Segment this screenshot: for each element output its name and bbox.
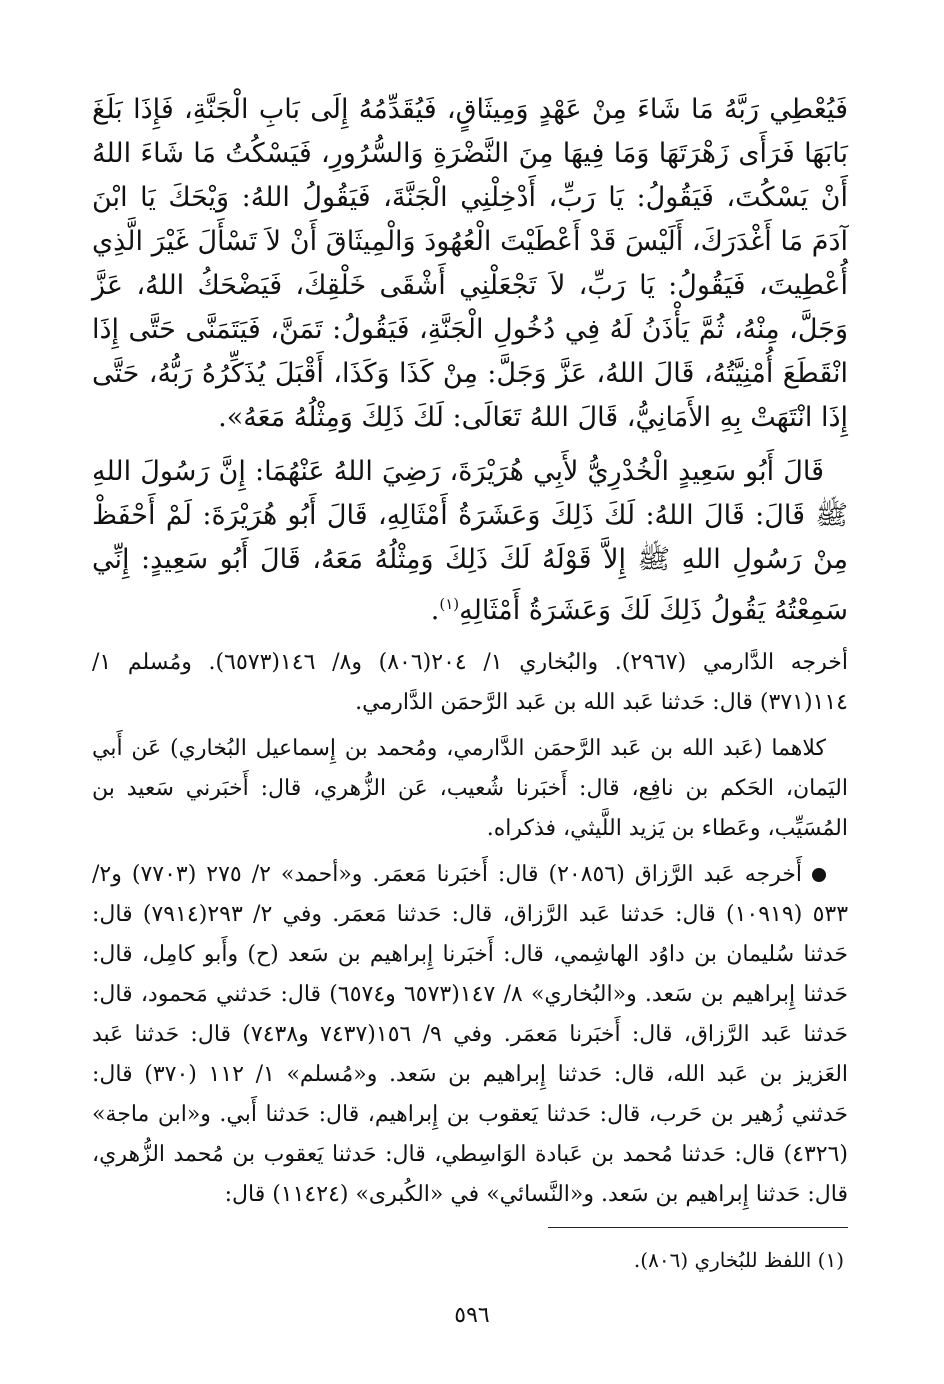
hadith-paragraph-1: فَيُعْطِي رَبَّهُ مَا شَاءَ مِنْ عَهْدٍ وَمِيثَاقٍ، فَيُقَدِّمُهُ إِلَى بَابِ الْجَنَّةِ، فَإِذَا بَلَغَ بَابَهَا فَرَأَى زَهْرَتَهَا وَمَا فِيهَا مِنَ النَّضْرَةِ وَالسُّرُورِ، فَيَسْكُتُ مَا شَاءَ اللهُ أَنْ يَسْكُتَ، فَيَقُولُ: يَا رَبِّ، أَدْخِلْنِي الْجَنَّةَ، فَيَقُولُ اللهُ: وَيْحَكَ يَا ابْنَ آدَمَ مَا أَغْدَرَكَ، أَلَيْسَ قَدْ أَعْطَيْتَ الْعُهُودَ وَالْمِيثَاقَ أَنْ لاَ تَسْأَلَ غَيْرَ الَّذِي أُعْطِيتَ، فَيَقُولُ: يَا رَبِّ، لاَ تَجْعَلْنِي أَشْقَى خَلْقِكَ، فَيَضْحَكُ اللهُ، عَزَّ وَجَلَّ، مِنْهُ، ثُمَّ يَأْذَنُ لَهُ فِي دُخُولِ الْجَنَّةِ، فَيَقُولُ: تَمَنَّ، فَيَتَمَنَّى حَتَّى إِذَا انْقَطَعَ أُمْنِيَّتُهُ، قَالَ اللهُ، عَزَّ وَجَلَّ: مِنْ كَذَا وَكَذَا، أَقْبَلَ يُذَكِّرُهُ رَبُّهُ، حَتَّى إِذَا انْتَهَتْ بِهِ الأَمَانِيُّ، قَالَ اللهُ تَعَالَى: لَكَ ذَلِكَ وَمِثْلُهُ مَعَهُ».	[92, 94, 848, 433]
takhrij-paragraph-1: أخرجه الدَّارمي (٢٩٦٧). والبُخاري ١/ ٢٠٤(٨٠٦) و٨/ ١٤٦(٦٥٧٣). ومُسلم ١/ ١١٤(٣٧١) قال: حَدثنا عَبد الله بن عَبد الرَّحمَن الدَّارمي.	[92, 650, 849, 715]
bullet-icon	[812, 868, 826, 882]
footnote: (١) اللفظ للبُخاري (٨٠٦).	[633, 1248, 844, 1272]
hadith-paragraph-2: قَالَ أَبُو سَعِيدٍ الْخُدْرِيُّ لأَبِي هُرَيْرَةَ، رَضِيَ اللهُ عَنْهُمَا: إِنَّ رَسُولَ اللهِ ﷺ قَالَ: قَالَ اللهُ: لَكَ ذَلِكَ وَعَشَرَةُ أَمْثَالِهِ، قَالَ أَبُو هُرَيْرَةَ: لَمْ أَحْفَظْ مِنْ رَسُولِ اللهِ ﷺ إِلاَّ قَوْلَهُ لَكَ ذَلِكَ وَمِثْلُهُ مَعَهُ، قَالَ أَبُو سَعِيدٍ: إِنِّي سَمِعْتُهُ يَقُولُ ذَلِكَ لَكَ وَعَشَرَةُ أَمْثَالِهِ$^{(١)}$.	[92, 456, 848, 626]
footnote-marker: (١)	[439, 595, 460, 613]
hadith-paragraph-2-text: قَالَ أَبُو سَعِيدٍ الْخُدْرِيُّ لأَبِي هُرَيْرَةَ، رَضِيَ اللهُ عَنْهُمَا: إِنَّ رَسُولَ اللهِ ﷺ قَالَ: قَالَ اللهُ: لَكَ ذَلِكَ وَعَشَرَةُ أَمْثَالِهِ، قَالَ أَبُو هُرَيْرَةَ: لَمْ أَحْفَظْ مِنْ رَسُولِ اللهِ ﷺ إِلاَّ قَوْلَهُ لَكَ ذَلِكَ وَمِثْلُهُ مَعَهُ، قَالَ أَبُو سَعِيدٍ: إِنِّي سَمِعْتُهُ يَقُولُ ذَلِكَ لَكَ وَعَشَرَةُ أَمْثَالِهِ	[92, 456, 848, 626]
takhrij-section	[92, 643, 848, 1215]
takhrij-paragraph-3	[92, 855, 848, 1215]
takhrij-paragraph-2: كلاهما (عَبد الله بن عَبد الرَّحمَن الدَّارمي، ومُحمد بن إِسماعيل البُخاري) عَن أَبي اليَمان، الحَكم بن نافِع، قال: أَخبَرنا شُعيب، عَن الزُّهري، قال: أَخبَرني سَعيد بن المُسَيِّب، وعَطاء بن يَزيد اللَّيثي، فذكراه.	[92, 736, 848, 841]
page-body	[92, 88, 848, 1384]
page-number: ٥٩٦	[454, 1303, 490, 1328]
footnote-divider	[548, 1227, 848, 1228]
hadith-text	[92, 88, 848, 633]
takhrij-paragraph-3-text: أَخرجه عَبد الرَّزاق (٢٠٨٥٦) قال: أَخبَرنا مَعمَر. و«أحمد» ٢/ ٢٧٥ (٧٧٠٣) و٢/ ٥٣٣ (١٠٩١٩) قال: حَدثنا عَبد الرَّزاق، قال: حَدثنا مَعمَر. وفي ٢/ ٢٩٣(٧٩١٤) قال: حَدثنا سُليمان بن داوُد الهاشِمي، قال: أَخبَرنا إِبراهيم بن سَعد (ح) وأَبو كامِل، قال: حَدثنا إِبراهيم بن سَعد. و«البُخاري» ٨/ ١٤٧(٦٥٧٣ و٦٥٧٤) قال: حَدثني مَحمود، قال: حَدثنا عَبد الرَّزاق، قال: أَخبَرنا مَعمَر. وفي ٩/ ١٥٦(٧٤٣٧ و٧٤٣٨) قال: حَدثنا عَبد العَزيز بن عَبد الله، قال: حَدثنا إِبراهيم بن سَعد. و«مُسلم» ١/ ١١٢ (٣٧٠) قال: حَدثني زُهير بن حَرب، قال: حَدثنا يَعقوب بن إِبراهيم، قال: حَدثنا أَبي. و«ابن ماجة» (٤٣٢٦) قال: حَدثنا مُحمد بن عَبادة الوَاسِطي، قال: حَدثنا يَعقوب بن مُحمد الزُّهري، قال: حَدثنا إِبراهيم بن سَعد. و«النَّسائي» في «الكُبرى» (١١٤٢٤) قال:	[92, 862, 849, 1207]
